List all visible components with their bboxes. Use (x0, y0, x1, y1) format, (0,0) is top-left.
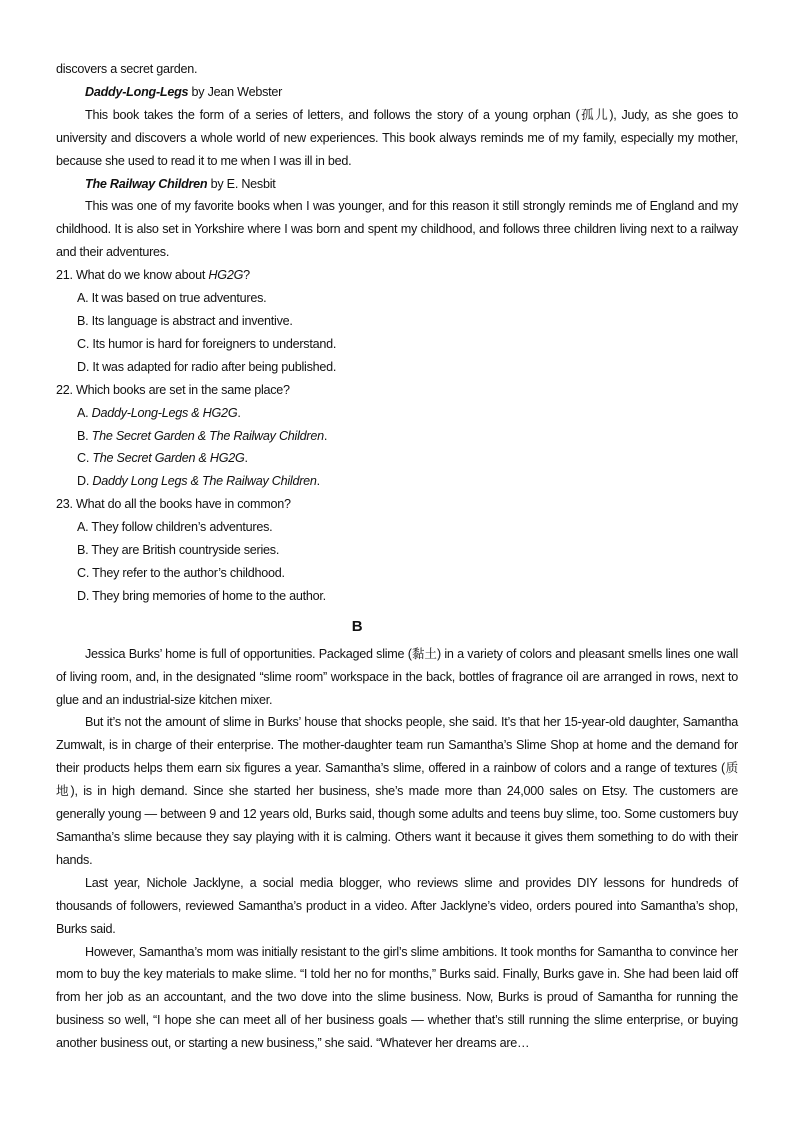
option-text: They are British countryside series. (91, 543, 280, 558)
option-letter: D. (77, 359, 93, 374)
book-heading-railway-children (56, 173, 738, 196)
passage-a-intro-end: discovers a secret garden. (56, 62, 198, 76)
option-suffix: . (323, 428, 328, 443)
option-text: They bring memories of home to the author. (92, 588, 326, 603)
passage-b-paragraph: But it’s not the amount of slime in Burks’ house that shocks people, she said. It’s that her 15-year-old daughter, Samantha Zumwalt, is in charge of their enterprise. The mother-daughter team run Samantha’s Slime Shop at home and the demand for their products helps them earn six figures a year. Samantha’s slime, offered in a rainbow of colors and a range of textures (质地), is in high demand. Since she started her business, she’s made more than 24,000 sales on Etsy. The customers are generally young — between 9 and 12 years old, Burks said, though some adults and teens buy slime, too. Some customers buy Samantha’s slime because they say playing with it is calming. Others want it because it gives them something to do with their hands. (56, 715, 738, 867)
answer-option-c[interactable] (56, 562, 738, 585)
section-heading-text: B (351, 617, 363, 635)
answer-option-b[interactable] (56, 425, 738, 448)
answer-option-a[interactable] (56, 287, 738, 310)
option-text: The Secret Garden & The Railway Children (91, 428, 324, 443)
option-letter: B. (77, 428, 92, 443)
stem-italic-title: HG2G (208, 268, 244, 283)
book-author: by E. Nesbit (207, 176, 276, 191)
stem-text: 22. Which books are set in the same place? (56, 382, 290, 397)
question-stem (56, 264, 738, 287)
book-heading-daddy-long-legs (56, 81, 738, 104)
answer-option-d[interactable] (56, 470, 738, 493)
answer-option-b[interactable] (56, 539, 738, 562)
passage-b-paragraph: However, Samantha’s mom was initially resistant to the girl’s slime ambitions. It took months for Samantha to convince her mom to buy the key materials to make slime. “I told her no for months,” Burks said. Finally, Burks gave in. She had been laid off from her job as an accountant, and the two dove into the slime business. Now, Burks is proud of Samantha for running the business so well, “I hope she can meet all of her business goals — whether that’s still running the slime enterprise, or buying another business out, or starting a new business,” she said. “Whatever her dreams are… (56, 944, 738, 1051)
option-text: Its language is abstract and inventive. (91, 313, 293, 328)
answer-option-b[interactable] (56, 310, 738, 333)
option-letter: D. (77, 588, 93, 603)
option-text: It was adapted for radio after being published. (92, 359, 337, 374)
question-21 (56, 264, 738, 379)
option-suffix: . (237, 405, 241, 420)
option-letter: A. (77, 520, 92, 535)
question-23 (56, 493, 738, 608)
option-letter: C. (77, 451, 93, 466)
answer-options (56, 516, 738, 608)
stem-suffix: ? (243, 268, 250, 283)
option-letter: B. (77, 313, 92, 328)
option-letter: D. (77, 474, 93, 489)
option-suffix: . (244, 451, 248, 466)
book-description: This was one of my favorite books when I was younger, and for this reason it still strongly reminds me of England and my childhood. It is also set in Yorkshire where I was born and spent my childhood, and follows three children living next to a railway and their adventures. (56, 199, 738, 260)
option-letter: B. (77, 543, 92, 558)
option-text: Daddy Long Legs & The Railway Children (92, 474, 317, 489)
book-author: by Jean Webster (188, 84, 283, 99)
passage-b-paragraph: Jessica Burks’ home is full of opportunities. Packaged slime (黏土) in a variety of colors and pleasant smells lines one wall of living room, and, in the designated “slime room” workspace in the back, bottles of fragrance oil are arranged in rows, next to glue and an industrial-size kitchen mixer. (56, 646, 738, 707)
answer-options (56, 287, 738, 379)
option-text: They refer to the author’s childhood. (92, 565, 285, 580)
section-heading (56, 616, 738, 638)
answer-option-c[interactable] (56, 333, 738, 356)
stem-text: 21. What do we know about (56, 268, 209, 283)
option-letter: C. (77, 336, 93, 351)
answer-option-a[interactable] (56, 402, 738, 425)
option-text: Its humor is hard for foreigners to understand. (92, 336, 337, 351)
option-text: Daddy-Long-Legs & HG2G (91, 405, 238, 420)
question-stem (56, 493, 738, 516)
answer-option-d[interactable] (56, 356, 738, 379)
question-stem (56, 379, 738, 402)
option-suffix: . (316, 474, 320, 489)
book-title: Daddy-Long-Legs (85, 84, 189, 99)
book-title: The Railway Children (85, 176, 208, 191)
option-text: The Secret Garden & HG2G (92, 451, 245, 466)
option-text: It was based on true adventures. (91, 291, 267, 306)
option-letter: A. (77, 405, 92, 420)
answer-option-d[interactable] (56, 585, 738, 608)
exam-page (56, 58, 738, 1055)
option-text: They follow children’s adventures. (91, 520, 273, 535)
answer-option-a[interactable] (56, 516, 738, 539)
option-letter: A. (77, 291, 92, 306)
book-description: This book takes the form of a series of letters, and follows the story of a young orphan (孤儿), Judy, as she goes to university and discovers a whole world of new experiences. This book always reminds me of my family, especially my mother, because she used to read it to me when I was ill in bed. (56, 107, 738, 168)
stem-text: 23. What do all the books have in common? (56, 497, 291, 512)
answer-options (56, 402, 738, 494)
passage-b-paragraph: Last year, Nichole Jacklyne, a social media blogger, who reviews slime and provides DIY lessons for hundreds of thousands of followers, reviewed Samantha’s product in a video. After Jacklyne’s video, orders poured into Samantha’s shop, Burks said. (56, 875, 738, 936)
option-letter: C. (77, 565, 93, 580)
answer-option-c[interactable] (56, 447, 738, 470)
question-22 (56, 379, 738, 494)
